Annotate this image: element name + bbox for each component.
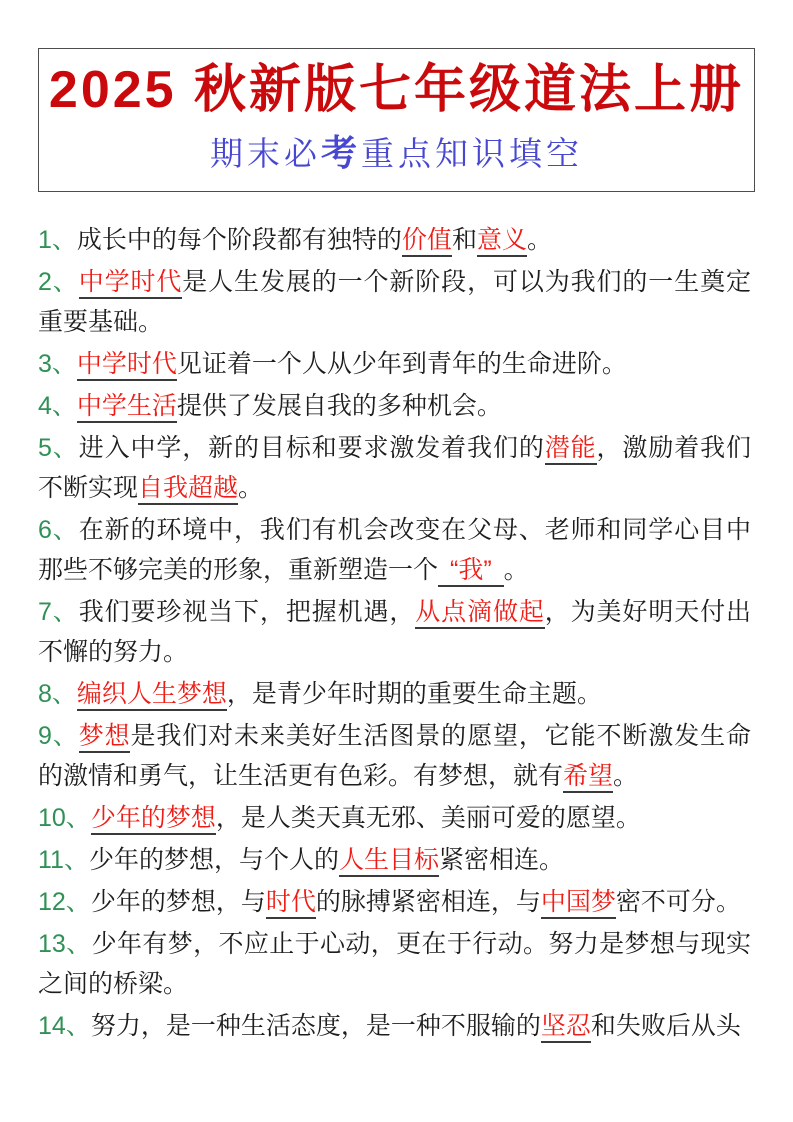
list-item	[38, 510, 751, 590]
document-subtitle	[39, 129, 754, 179]
item-number: 7、	[38, 598, 79, 626]
item-text: 我们要珍视当下，把握机遇，	[78, 598, 416, 626]
list-item	[38, 798, 751, 838]
subtitle-text-post: 重点知识填空	[361, 137, 583, 173]
item-text: 紧密相连。	[438, 846, 564, 874]
item-number: 5、	[38, 434, 79, 462]
item-text: 和失败后从头	[590, 1012, 741, 1040]
item-number: 10、	[38, 804, 91, 832]
list-item	[38, 428, 751, 508]
item-text: 少年有梦，不应止于心动，更在于行动。努力是梦想与现实之间的桥梁。	[38, 930, 751, 998]
item-number: 4、	[38, 392, 77, 420]
item-number: 2、	[38, 268, 79, 296]
item-text: 。	[503, 556, 529, 584]
item-text: 。	[613, 762, 639, 790]
list-item	[38, 220, 751, 260]
fill-blank-answer: 意义	[477, 226, 527, 257]
item-text: 的脉搏紧密相连，与	[315, 888, 541, 916]
list-item	[38, 1006, 751, 1046]
fill-blank-answer: 坚忍	[541, 1012, 591, 1043]
item-text: 成长中的每个阶段都有独特的	[76, 226, 402, 254]
fill-blank-answer: 中学生活	[77, 392, 177, 423]
knowledge-point-list	[0, 220, 793, 1046]
item-text: 努力，是一种生活态度，是一种不服输的	[90, 1012, 541, 1040]
item-text: 少年的梦想，与个人的	[88, 846, 339, 874]
item-text: 是人生发展的一个新阶段，可以为我们的一生奠定重要基础。	[38, 268, 751, 336]
item-text: 少年的梦想，与	[90, 888, 266, 916]
item-number: 12、	[38, 888, 91, 916]
item-number: 11、	[38, 846, 89, 874]
list-item	[38, 386, 751, 426]
list-item	[38, 882, 751, 922]
fill-blank-answer: 编织人生梦想	[77, 680, 227, 711]
fill-blank-answer: 自我超越	[138, 474, 238, 505]
fill-blank-answer: 少年的梦想	[91, 804, 216, 835]
fill-blank-answer: 中学时代	[77, 350, 177, 381]
fill-blank-answer: 人生目标	[339, 846, 439, 877]
item-text: 提供了发展自我的多种机会。	[176, 392, 502, 420]
list-item	[38, 592, 751, 672]
document-title: 2025 秋新版七年级道法上册	[48, 61, 745, 119]
fill-blank-answer: 潜能	[545, 434, 597, 465]
item-text: 密不可分。	[615, 888, 741, 916]
list-item	[38, 262, 751, 342]
item-number: 9、	[38, 722, 79, 750]
fill-blank-answer: “我”	[438, 556, 504, 587]
fill-blank-answer: 时代	[266, 888, 316, 919]
list-item	[38, 674, 751, 714]
item-number: 13、	[38, 930, 92, 958]
title-box	[38, 48, 755, 192]
list-item	[38, 344, 751, 384]
subtitle-text-pre: 期末必	[209, 137, 321, 173]
item-text: ，是青少年时期的重要生命主题。	[226, 680, 602, 708]
item-number: 6、	[38, 516, 79, 544]
item-text: 。	[526, 226, 552, 254]
item-text: 和	[451, 226, 477, 254]
item-text: ，为美好明天付出不懈的努力。	[38, 598, 751, 666]
fill-blank-answer: 中国梦	[541, 888, 616, 919]
item-number: 3、	[38, 350, 77, 378]
item-text: 是我们对未来美好生活图景的愿望，它能不断激发生命的激情和勇气，让生活更有色彩。有梦想，就有	[38, 722, 751, 790]
fill-blank-answer: 梦想	[79, 722, 131, 753]
subtitle-emphasis-char: 考	[320, 133, 361, 173]
item-number: 14、	[38, 1012, 91, 1040]
fill-blank-answer: 价值	[402, 226, 452, 257]
item-text: 在新的环境中，我们有机会改变在父母、老师和同学心目中那些不够完美的形象，重新塑造一个	[38, 516, 751, 584]
list-item	[38, 716, 751, 796]
fill-blank-answer: 中学时代	[79, 268, 183, 299]
list-item	[38, 840, 751, 880]
item-text: ，激励着我们不断实现	[38, 434, 751, 502]
item-number: 8、	[38, 680, 77, 708]
item-number: 1、	[38, 226, 77, 254]
fill-blank-answer: 从点滴做起	[415, 598, 544, 629]
item-text: 。	[238, 474, 264, 502]
list-item	[38, 924, 751, 1004]
item-text: 见证着一个人从少年到青年的生命进阶。	[176, 350, 627, 378]
fill-blank-answer: 希望	[563, 762, 613, 793]
item-text: 进入中学，新的目标和要求激发着我们的	[78, 434, 545, 462]
item-text: ，是人类天真无邪、美丽可爱的愿望。	[215, 804, 641, 832]
